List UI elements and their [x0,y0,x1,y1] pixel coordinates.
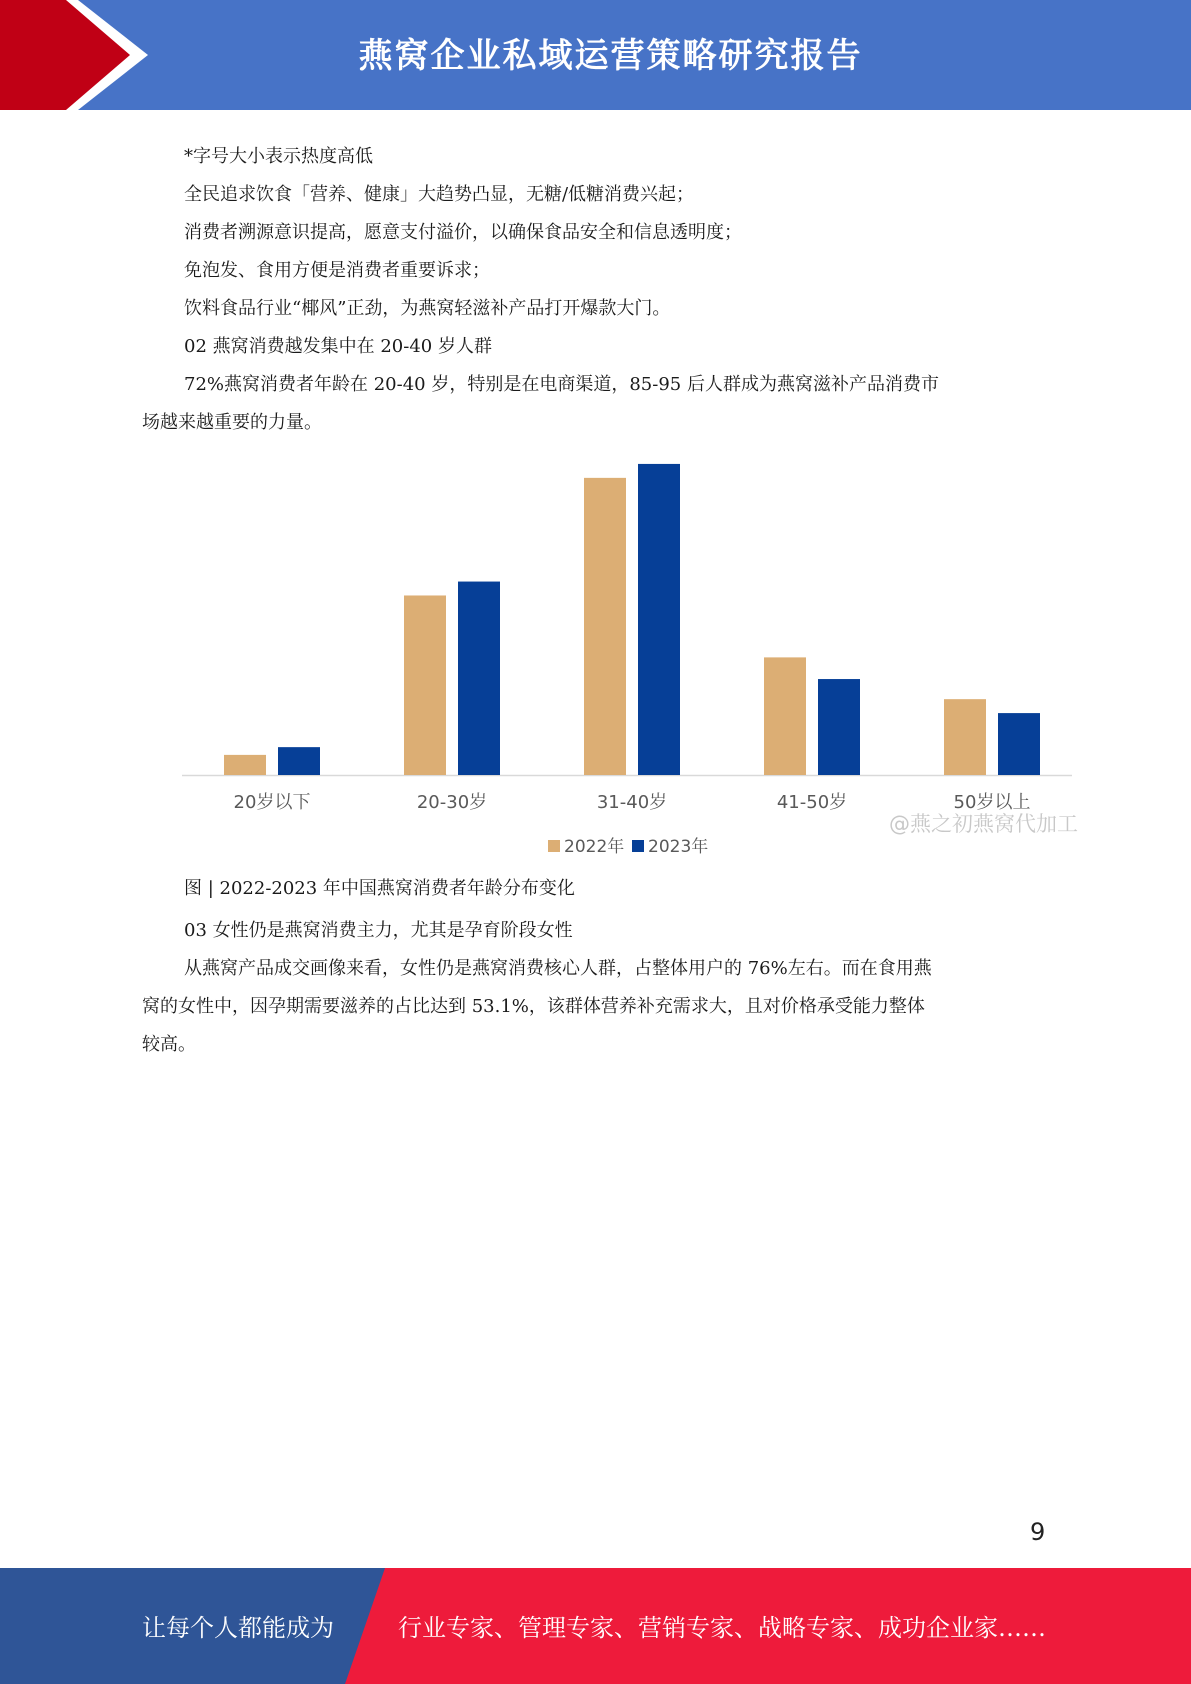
paragraph-continuation: 窝的女性中，因孕期需要滋养的占比达到 53.1%，该群体营养补充需求大，且对价格承受能力整体 [142,996,925,1017]
note-line: *字号大小表示热度高低 [184,146,373,167]
section-heading: 02 燕窝消费越发集中在 20-40 岁人群 [184,336,492,357]
bar-2022-4 [944,699,986,775]
bar-2023-2 [638,464,680,775]
figure-caption: 图 | 2022-2023 年中国燕窝消费者年龄分布变化 [184,878,575,899]
legend-swatch [632,840,644,852]
legend-label: 2023年 [648,837,709,857]
bar-2023-3 [818,679,860,775]
footer-slogan-left: 让每个人都能成为 [142,1614,334,1642]
x-tick-label: 20-30岁 [416,792,488,813]
body-text-block [142,138,1052,442]
bar-2023-0 [278,747,320,775]
paragraph-continuation: 场越来越重要的力量。 [142,412,322,433]
header-title: 燕窝企业私域运营策略研究报告 [358,36,863,76]
page-number: 9 [1030,1518,1046,1546]
bar-2023-4 [998,713,1040,775]
x-tick-label: 41-50岁 [776,792,848,813]
age-distribution-chart [170,440,1090,860]
section-heading: 03 女性仍是燕窝消费主力，尤其是孕育阶段女性 [184,920,573,941]
page-header [0,0,1191,110]
watermark-text: @燕之初燕窝代加工 [889,812,1078,836]
x-tick-label: 50岁以上 [953,792,1031,813]
x-tick-label: 20岁以下 [233,792,311,813]
bar-2022-3 [764,657,806,775]
paragraph: 72%燕窝消费者年龄在 20-40 岁，特别是在电商渠道，85-95 后人群成为燕窝滋补产品消费市 [184,374,939,395]
body-text-block-2 [142,912,1052,1064]
footer-slogan-right: 行业专家、管理专家、营销专家、战略专家、成功企业家…… [398,1614,1046,1642]
bar-2023-1 [458,582,500,775]
paragraph: 消费者溯源意识提高，愿意支付溢价，以确保食品安全和信息透明度； [184,222,742,243]
legend-label: 2022年 [564,837,625,857]
paragraph: 免泡发、食用方便是消费者重要诉求； [184,260,490,281]
x-tick-label: 31-40岁 [596,792,668,813]
legend-swatch [548,840,560,852]
bar-2022-0 [224,755,266,775]
paragraph-continuation: 较高。 [142,1034,196,1055]
bar-2022-2 [584,478,626,775]
page-footer [0,1568,1191,1684]
paragraph: 饮料食品行业“椰风”正劲，为燕窝轻滋补产品打开爆款大门。 [184,298,671,319]
paragraph: 全民追求饮食「营养、健康」大趋势凸显，无糖/低糖消费兴起； [184,184,695,205]
bar-2022-1 [404,595,446,775]
paragraph: 从燕窝产品成交画像来看，女性仍是燕窝消费核心人群，占整体用户的 76%左右。而在食用燕 [184,958,932,979]
